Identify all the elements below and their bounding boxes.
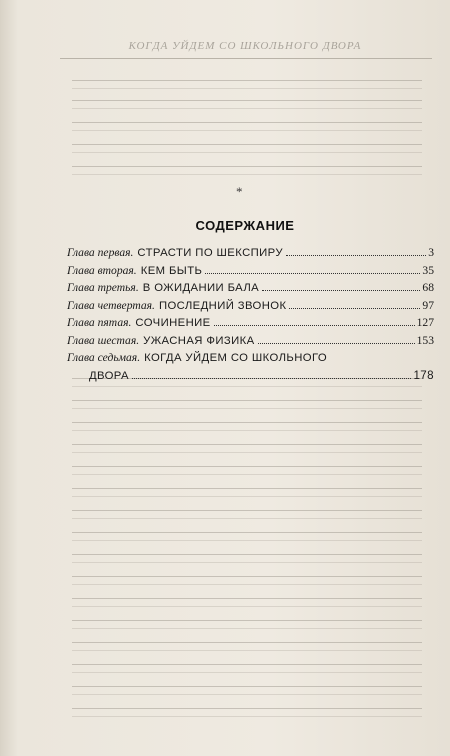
bleed-through-line (72, 488, 422, 497)
bleed-through-line (72, 444, 422, 453)
toc-entry-page: 153 (416, 333, 434, 347)
toc-entry-chapter: СОЧИНЕНИЕ (135, 317, 211, 329)
toc-entry-chapter: СТРАСТИ ПО ШЕКСПИРУ (137, 247, 283, 259)
bleed-through-line (72, 620, 422, 629)
bleed-through-line (72, 708, 422, 717)
toc-entry-page: 35 (422, 263, 434, 277)
toc-leader-dots (132, 378, 412, 379)
bleed-through-line (72, 598, 422, 607)
bleed-through-line (72, 144, 422, 153)
running-head: КОГДА УЙДЕМ СО ШКОЛЬНОГО ДВОРА (128, 40, 362, 52)
bleed-through-line (72, 576, 422, 585)
toc-entry[interactable] (67, 316, 434, 334)
toc-entry-label: Глава седьмая. (67, 351, 141, 364)
table-of-contents (67, 246, 434, 386)
toc-entry-chapter: КЕМ БЫТЬ (140, 264, 203, 277)
bleed-through-line (72, 686, 422, 695)
toc-entry[interactable] (67, 281, 434, 299)
bleed-through-line (72, 466, 422, 475)
toc-entry-label: Глава пятая. (67, 316, 132, 329)
toc-entry-chapter-continued: ДВОРА (89, 369, 129, 382)
bleed-through-line (72, 166, 422, 175)
bleed-through-line (72, 122, 422, 131)
toc-entry-page: 127 (416, 316, 434, 329)
bleed-through-line (72, 642, 422, 651)
bleed-through-line (72, 80, 422, 89)
toc-entry-page: 3 (428, 246, 434, 259)
toc-leader-dots (205, 273, 420, 274)
toc-leader-dots (286, 255, 426, 256)
toc-entry[interactable] (67, 246, 434, 264)
bleed-through-line (72, 510, 422, 519)
toc-entry-chapter: КОГДА УЙДЕМ СО ШКОЛЬНОГО (144, 352, 328, 364)
bleed-through-line (72, 422, 422, 431)
toc-entry[interactable] (67, 334, 434, 352)
toc-title: СОДЕРЖАНИЕ (195, 218, 295, 233)
toc-entry-label: Глава третья. (67, 281, 139, 294)
toc-entry-chapter: В ОЖИДАНИИ БАЛА (142, 282, 260, 294)
bleed-through-line (72, 664, 422, 673)
bleed-through-line (72, 532, 422, 541)
toc-entry-label: Глава вторая. (67, 263, 137, 277)
toc-entry-label: Глава первая. (67, 246, 134, 259)
toc-leader-dots (289, 308, 420, 309)
bleed-through-line (72, 400, 422, 409)
section-star: * (236, 184, 243, 199)
bleed-through-line (72, 554, 422, 563)
toc-entry-line (67, 369, 434, 387)
toc-entry-label: Глава четвертая. (67, 298, 155, 312)
toc-entry-page: 178 (413, 368, 434, 382)
toc-entry-chapter: ПОСЛЕДНИЙ ЗВОНОК (158, 299, 287, 312)
toc-entry-label: Глава шестая. (67, 333, 140, 347)
header-rule (60, 58, 432, 59)
toc-entry-page: 68 (422, 281, 434, 294)
toc-entry-chapter: УЖАСНАЯ ФИЗИКА (143, 334, 255, 347)
bleed-through-line (72, 100, 422, 109)
toc-leader-dots (258, 343, 415, 344)
toc-entry[interactable] (67, 264, 434, 282)
toc-leader-dots (262, 290, 420, 291)
toc-entry-line (67, 351, 434, 369)
toc-leader-dots (214, 325, 415, 326)
toc-entry[interactable] (67, 351, 434, 386)
toc-entry-page: 97 (422, 298, 434, 312)
toc-entry[interactable] (67, 299, 434, 317)
